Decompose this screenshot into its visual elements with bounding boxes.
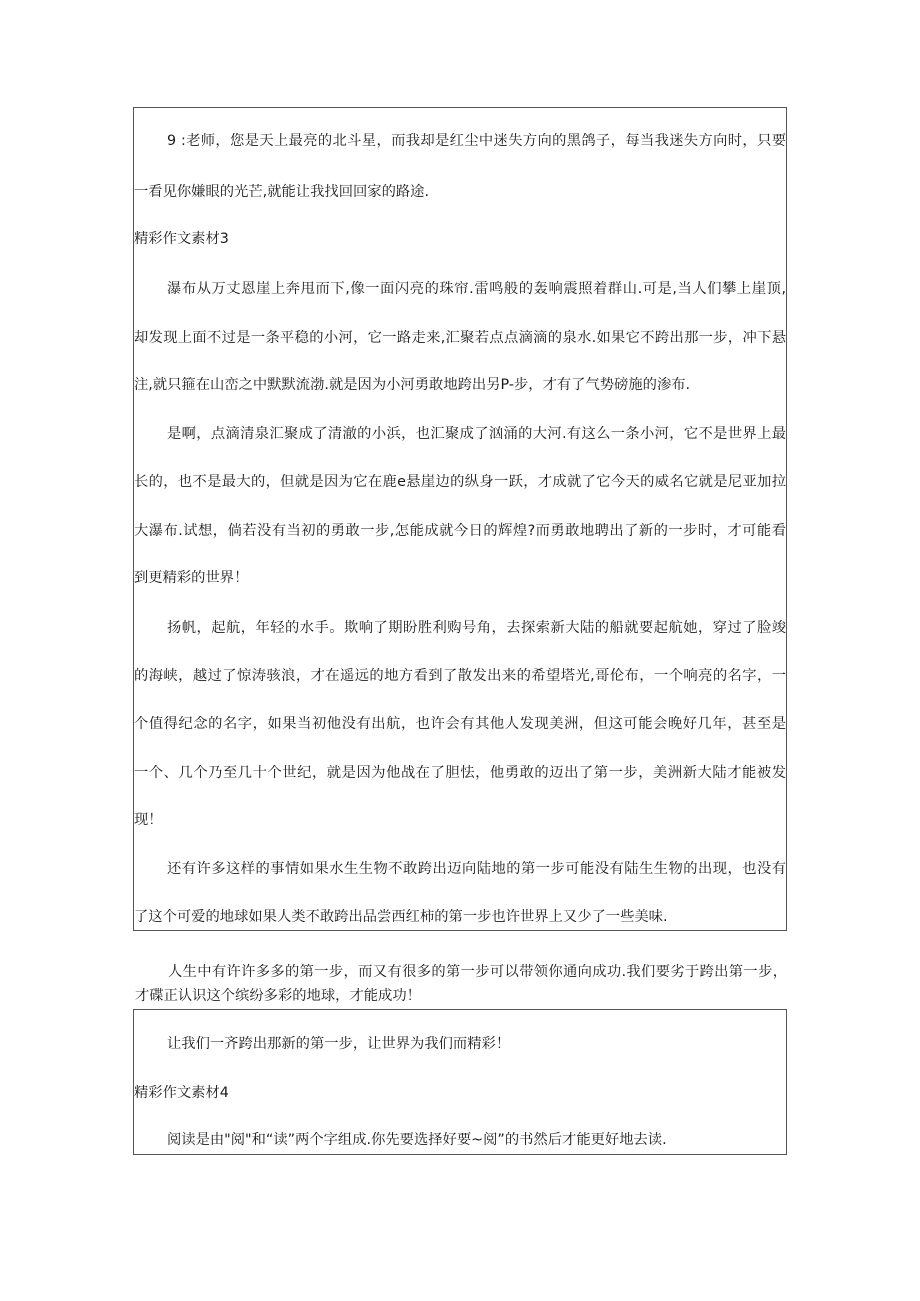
paragraph-line: 大瀑布.试想，倘若没有当初的勇敢一步,怎能成就今日的辉煌?而勇敢地聘出了新的一步时，才可能看 — [134, 523, 786, 539]
paragraph-line: 才碟正认识这个缤纷多彩的地球，才能成功！ — [135, 988, 421, 1004]
paragraph-line: 是啊，点滴清泉汇聚成了清澈的小浜，也汇聚成了汹涌的大河.有这么一条小河，它不是世界上最 — [167, 426, 786, 442]
paragraph-line: 了这个可爱的地球如果人类不敢跨出品尝西红柿的第一步也许世界上又少了一些美味. — [134, 909, 668, 925]
paragraph-line: 让我们一齐跨出那新的第一步，让世界为我们而精彩！ — [167, 1036, 511, 1052]
paragraph-line: 到更精彩的世界！ — [134, 570, 249, 586]
paragraph-line: 还有许多这样的事情如果水生生物不敢跨出迈向陆地的第一步可能没有陆生生物的出现，也没有 — [167, 861, 786, 877]
text-box-1 — [133, 107, 787, 931]
paragraph-line: 9 :老师，您是天上最亮的北斗星，而我却是红尘中迷失方向的黑鸽子，每当我迷失方向时，只要 — [167, 133, 786, 149]
paragraph-line: 现！ — [134, 812, 163, 828]
text-box-2 — [133, 1009, 787, 1155]
paragraph-line: 长的，也不是最大的，但就是因为它在鹿e悬崖边的纵身一跃，才成就了它今天的威名它就是尼亚加拉 — [134, 474, 786, 490]
paragraph-line: 扬帆，起航，年轻的水手。欺响了期盼胜利购号角，去探索新大陆的船就要起航她，穿过了脸竣 — [167, 620, 786, 636]
section-heading: 精彩作文素材3 — [134, 231, 229, 247]
paragraph-line: 一个、几个乃至几十个世纪，就是因为他战在了胆怯，他勇敢的迈出了第一步，美洲新大陆才能被发 — [134, 765, 786, 781]
paragraph-line: 阅读是由"阅"和“读”两个字组成.你先要选择好要~阅”的书然后才能更好地去读. — [167, 1132, 667, 1148]
paragraph-line: 却发现上面不过是一条平稳的小河，它一路走来,汇聚若点点滴滴的泉水.如果它不跨出那一步，冲下悬 — [134, 330, 786, 346]
paragraph-line: 人生中有许许多多的第一步，而又有很多的第一步可以带领你通向成功.我们要劣于跨出第一步， — [168, 964, 787, 980]
paragraph-line: 一看见你嫌眼的光芒,就能让我找回回家的路途. — [134, 184, 430, 200]
section-heading: 精彩作文素材4 — [134, 1085, 229, 1101]
paragraph-line: 注,就只箍在山峦之中默默流渤.就是因为小河勇敢地跨出另P-步，才有了气势磅施的渗布. — [134, 377, 691, 393]
paragraph-line: 瀑布从万丈恩崖上奔甩而下,像一面闪亮的珠帘.雷鸣般的轰响震照着群山.可是,当人们攀上崖顶, — [167, 281, 786, 297]
paragraph-line: 个值得纪念的名字，如果当初他没有出航，也许会有其他人发现美洲，但这可能会晚好几年，甚至是 — [134, 716, 786, 732]
paragraph-line: 的海峡，越过了惊涛骇浪，才在遥远的地方看到了散发出来的希望塔光,哥伦布，一个响亮的名字，一 — [134, 668, 786, 684]
